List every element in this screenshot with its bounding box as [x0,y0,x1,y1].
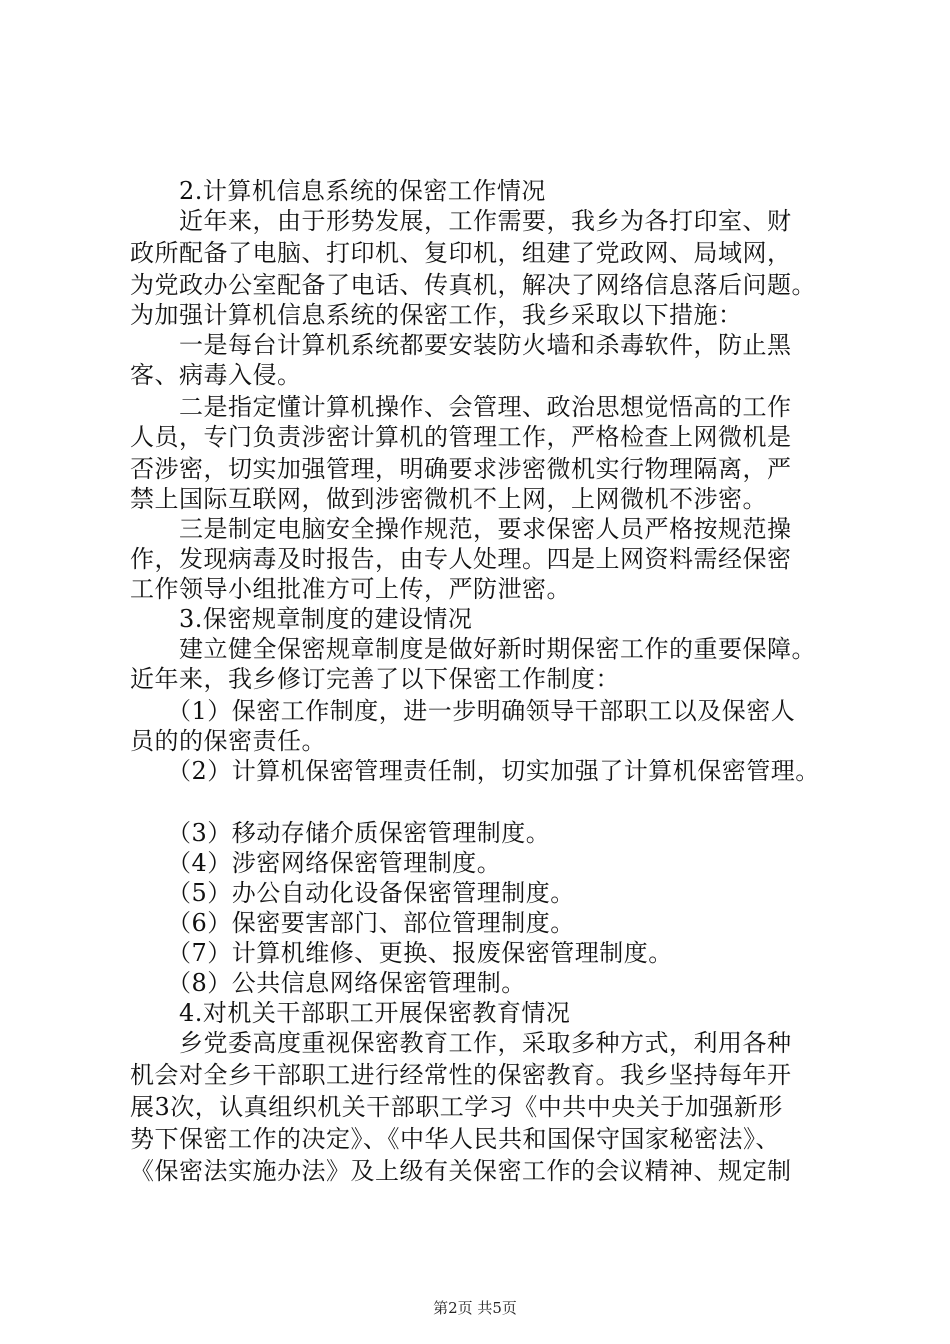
list-item: （7）计算机维修、更换、报废保密管理制度。 [130,939,673,967]
list-item: （4）涉密网络保密管理制度。 [130,849,502,877]
page-number-footer: 第2页 共5页 [433,1299,517,1317]
paragraph-line: 政所配备了电脑、打印机、复印机，组建了党政网、局域网， [130,239,792,267]
list-item: 员的的保密责任。 [130,727,326,755]
heading-section-4: 4.对机关干部职工开展保密教育情况 [130,999,571,1027]
paragraph-line: 作，发现病毒及时报告，由专人处理。四是上网资料需经保密 [130,545,792,573]
paragraph-line: 禁上国际互联网，做到涉密微机不上网，上网微机不涉密。 [130,485,767,513]
paragraph-line: 人员，专门负责涉密计算机的管理工作，严格检查上网微机是 [130,423,792,451]
list-item: （6）保密要害部门、部位管理制度。 [130,909,575,937]
paragraph-line: 展3次，认真组织机关干部职工学习《中共中央关于加强新形 [130,1093,783,1121]
paragraph-line: 《保密法实施办法》及上级有关保密工作的会议精神、规定制 [130,1157,792,1185]
heading-section-2: 2.计算机信息系统的保密工作情况 [130,177,546,205]
list-item: （8）公共信息网络保密管理制。 [130,969,526,997]
paragraph-line: 势下保密工作的决定》、《中华人民共和国保守国家秘密法》、 [130,1125,780,1153]
paragraph-line: 为党政办公室配备了电话、传真机，解决了网络信息落后问题。 [130,271,816,299]
list-item: （3）移动存储介质保密管理制度。 [130,819,551,847]
heading-section-3: 3.保密规章制度的建设情况 [130,605,473,633]
list-item: （1）保密工作制度，进一步明确领导干部职工以及保密人 [130,697,796,725]
paragraph-line: 工作领导小组批准方可上传，严防泄密。 [130,575,571,603]
paragraph-line: 二是指定懂计算机操作、会管理、政治思想觉悟高的工作 [130,393,792,421]
paragraph-line: 机会对全乡干部职工进行经常性的保密教育。我乡坚持每年开 [130,1061,792,1089]
paragraph-line: 建立健全保密规章制度是做好新时期保密工作的重要保障。 [130,635,816,663]
paragraph-line: 客、病毒入侵。 [130,361,302,389]
list-item: （5）办公自动化设备保密管理制度。 [130,879,575,907]
paragraph-line: 为加强计算机信息系统的保密工作，我乡采取以下措施： [130,301,743,329]
paragraph-line: 否涉密，切实加强管理，明确要求涉密微机实行物理隔离，严 [130,455,792,483]
paragraph-line: 近年来，我乡修订完善了以下保密工作制度： [130,665,620,693]
paragraph-line: 三是制定电脑安全操作规范，要求保密人员严格按规范操 [130,515,792,543]
paragraph-line: 近年来，由于形势发展，工作需要，我乡为各打印室、财 [130,207,792,235]
paragraph-line: 乡党委高度重视保密教育工作，采取多种方式，利用各种 [130,1029,792,1057]
list-item: （2）计算机保密管理责任制，切实加强了计算机保密管理。 [130,757,820,785]
paragraph-line: 一是每台计算机系统都要安装防火墙和杀毒软件，防止黑 [130,331,792,359]
